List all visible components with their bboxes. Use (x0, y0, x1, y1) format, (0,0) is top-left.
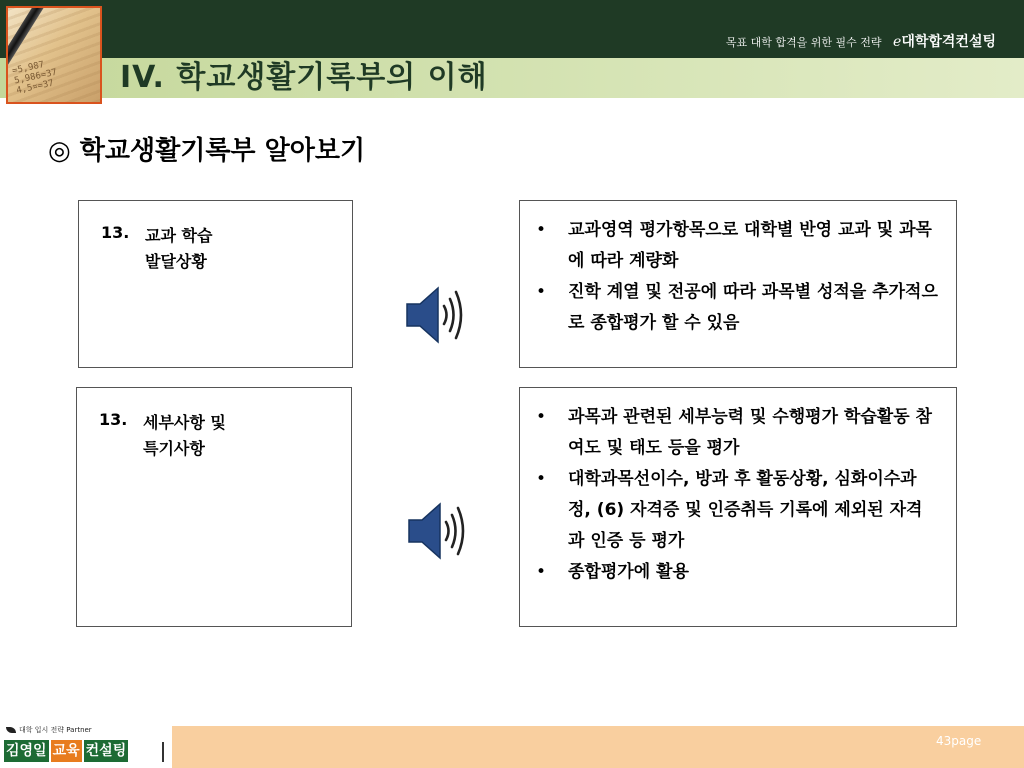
logo-divider (162, 742, 164, 762)
photo-numbers: =5,987 5,986=37 4,5¤=37 (11, 60, 58, 97)
sound-wave-small (446, 522, 449, 540)
bullet-item: • 대학과목선이수, 방과 후 활동상황, 심화이수과정, (6) 자격증 및 인증취득 기록에 제외된 자격과 인증 등 평가 (534, 464, 938, 557)
header-tagline (726, 31, 996, 51)
item-number: 13. (99, 410, 128, 429)
item-label-line: 특기사항 (143, 439, 205, 458)
sound-wave-medium (452, 515, 456, 547)
tagline-text: 목표 대학 합격을 위한 필수 전략 (725, 36, 882, 49)
item-label-line: 발달상황 (145, 252, 207, 271)
partner-text: 대학 입시 전략 Partner (19, 726, 92, 734)
wordmark-part: 컨설팅 (84, 740, 129, 762)
wordmark-part: 교육 (51, 740, 82, 762)
logo-wordmark (4, 740, 128, 762)
logo-partner (6, 725, 92, 735)
quill-icon (6, 727, 16, 733)
sound-wave-small (444, 306, 447, 324)
bullet-list (520, 388, 956, 588)
wordmark-part: 김영일 (4, 740, 49, 762)
item-label (143, 410, 226, 462)
brand-name (893, 34, 996, 50)
item-label (145, 223, 212, 275)
page-title: IV. 학교생활기록부의 이해 (120, 60, 488, 95)
item-number: 13. (101, 223, 130, 242)
bullet-item: • 진학 계열 및 전공에 따라 과목별 성적을 추가적으로 종합평가 할 수 있음 (534, 277, 938, 339)
speaker-icon[interactable] (406, 500, 468, 562)
speaker-icon[interactable] (404, 284, 466, 346)
item-label-line: 교과 학습 (145, 226, 213, 245)
bullet-item: • 과목과 관련된 세부능력 및 수행평가 학습활동 참여도 및 태도 등을 평가 (534, 402, 938, 464)
sound-wave-large (456, 292, 461, 338)
speaker-body (409, 504, 440, 558)
header-photo (6, 6, 102, 104)
label-box-2 (76, 387, 352, 627)
brand-prefix: e (893, 34, 902, 50)
bullet-list (520, 201, 956, 339)
bullet-item: • 교과영역 평가항목으로 대학별 반영 교과 및 과목에 따라 계량화 (534, 215, 938, 277)
page-number: 43page (936, 734, 982, 748)
sound-wave-large (458, 508, 463, 554)
bullet-item: • 종합평가에 활용 (534, 557, 938, 588)
company-logo (0, 720, 172, 768)
section-heading: ◎ 학교생활기록부 알아보기 (48, 136, 366, 166)
speaker-body (407, 288, 438, 342)
brand-text: 대학합격컨설팅 (901, 34, 996, 50)
label-box-1 (78, 200, 353, 368)
sound-wave-medium (450, 299, 454, 331)
description-box-1 (519, 200, 957, 368)
description-box-2 (519, 387, 957, 627)
item-label-line: 세부사항 및 (143, 413, 226, 432)
